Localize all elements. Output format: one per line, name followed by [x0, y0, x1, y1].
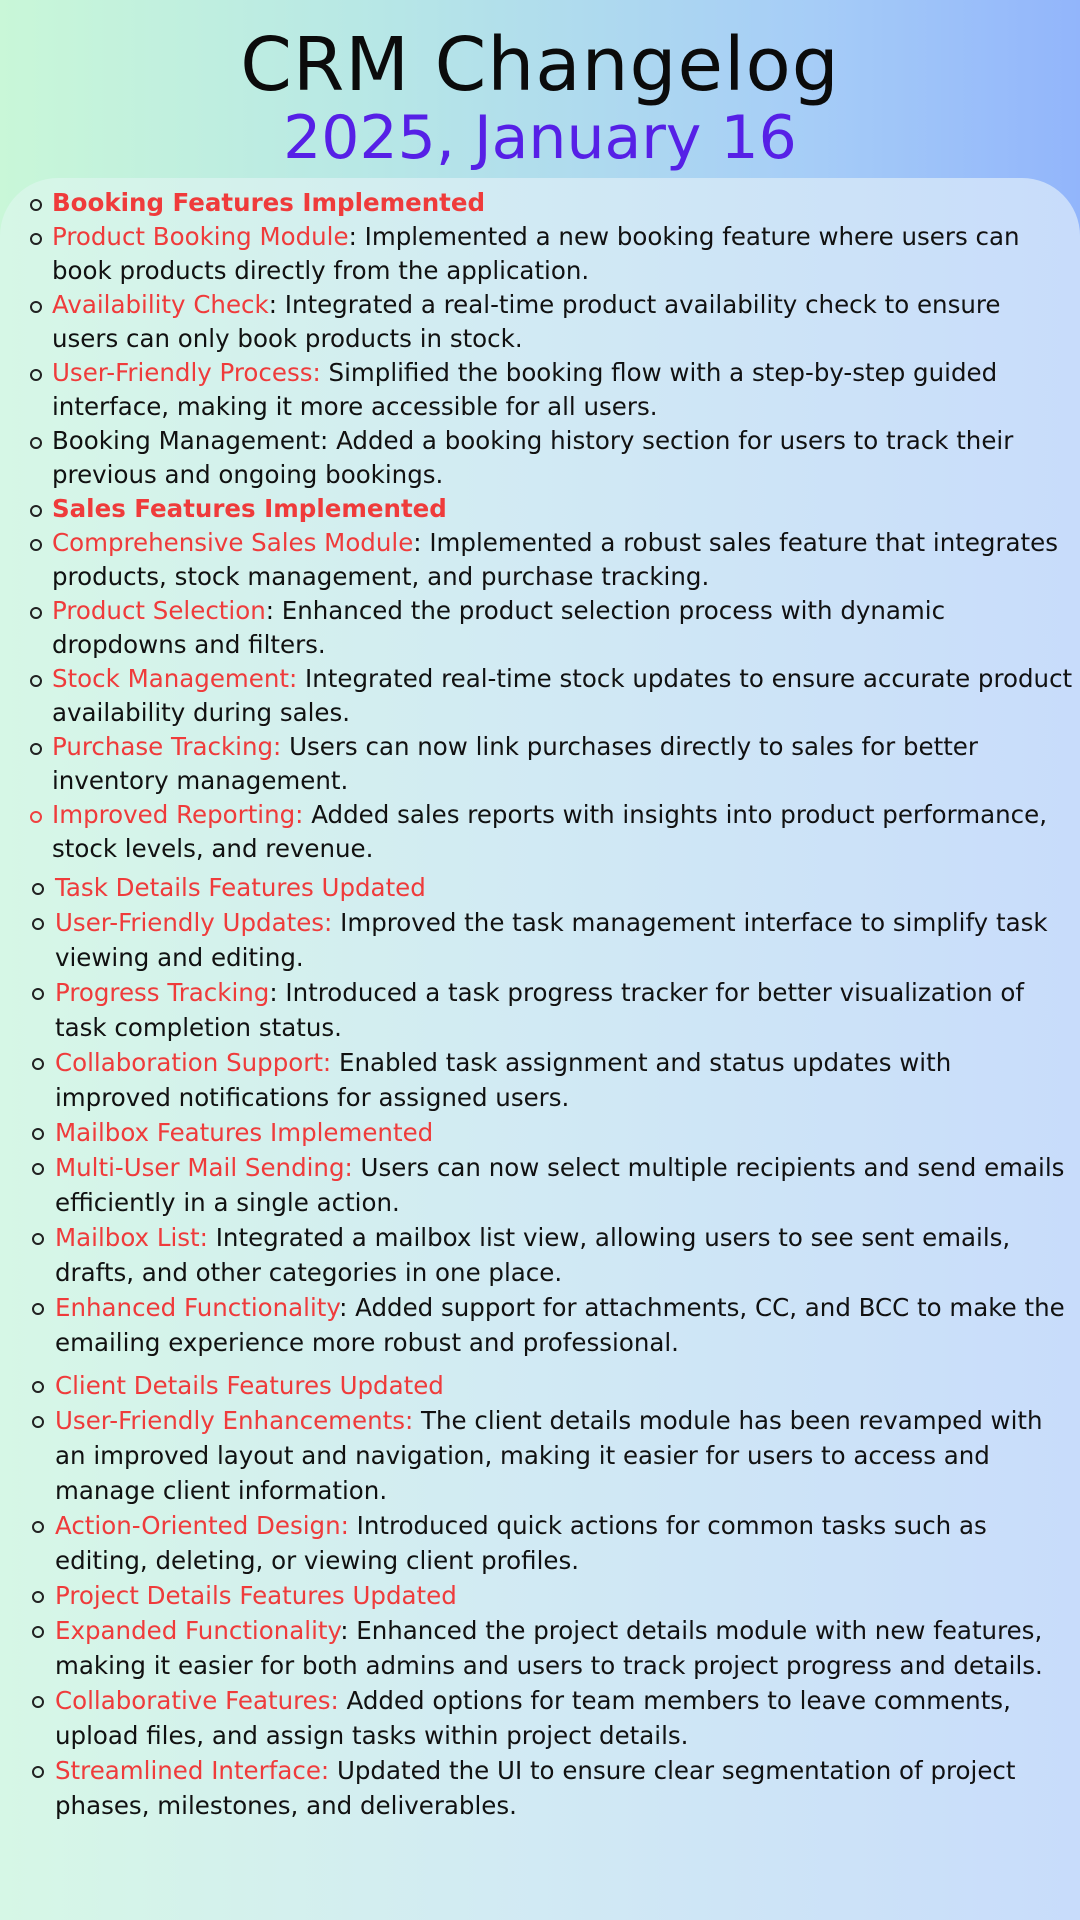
- list-item: Action-Oriented Design: Introduced quick actions for common tasks such as editing, deleting, or viewing client profiles.: [0, 1508, 1080, 1578]
- section-heading-tasks: Task Details Features Updated: [0, 870, 1080, 905]
- section-heading-project: Project Details Features Updated: [0, 1578, 1080, 1613]
- changelog-list-tasks-mailbox: [0, 870, 1080, 1360]
- release-date: 2025, January 16: [283, 103, 797, 173]
- list-item: Progress Tracking: Introduced a task progress tracker for better visualization of task completion status.: [0, 975, 1080, 1045]
- list-item: Mailbox List: Integrated a mailbox list view, allowing users to see sent emails, drafts, and other categories in one place.: [0, 1220, 1080, 1290]
- list-item: User-Friendly Enhancements: The client details module has been revamped with an improved layout and navigation, making it easier for users to access and manage client information.: [0, 1403, 1080, 1508]
- changelog-list-client-project: [0, 1368, 1080, 1823]
- list-item: Purchase Tracking: Users can now link purchases directly to sales for better inventory management.: [0, 730, 1080, 798]
- section-heading-sales: Sales Features Implemented: [0, 492, 1080, 526]
- list-item: Product Booking Module: Implemented a new booking feature where users can book products directly from the application.: [0, 220, 1080, 288]
- section-heading-mailbox: Mailbox Features Implemented: [0, 1115, 1080, 1150]
- list-item: Enhanced Functionality: Added support for attachments, CC, and BCC to make the emailing experience more robust and professional.: [0, 1290, 1080, 1360]
- changelog-card: [0, 178, 1080, 1920]
- list-item: Improved Reporting: Added sales reports with insights into product performance, stock levels, and revenue.: [0, 798, 1080, 866]
- list-item: Stock Management: Integrated real-time stock updates to ensure accurate product availability during sales.: [0, 662, 1080, 730]
- list-item: User-Friendly Process: Simplified the booking flow with a step-by-step guided interface, making it more accessible for all users.: [0, 356, 1080, 424]
- list-item: Product Selection: Enhanced the product selection process with dynamic dropdowns and filters.: [0, 594, 1080, 662]
- section-heading-client: Client Details Features Updated: [0, 1368, 1080, 1403]
- list-item: Booking Management: Added a booking history section for users to track their previous and ongoing bookings.: [0, 424, 1080, 492]
- section-heading-booking: Booking Features Implemented: [0, 186, 1080, 220]
- list-item: User-Friendly Updates: Improved the task management interface to simplify task viewing and editing.: [0, 905, 1080, 975]
- page-header: [0, 0, 1080, 173]
- list-item: Comprehensive Sales Module: Implemented a robust sales feature that integrates products, stock management, and purchase tracking.: [0, 526, 1080, 594]
- page-title: CRM Changelog: [240, 22, 840, 108]
- list-item: Multi-User Mail Sending: Users can now select multiple recipients and send emails efficiently in a single action.: [0, 1150, 1080, 1220]
- list-item: Collaboration Support: Enabled task assignment and status updates with improved notifications for assigned users.: [0, 1045, 1080, 1115]
- list-item: Collaborative Features: Added options for team members to leave comments, upload files, and assign tasks within project details.: [0, 1683, 1080, 1753]
- list-item: Availability Check: Integrated a real-time product availability check to ensure users can only book products in stock.: [0, 288, 1080, 356]
- changelog-list-booking-sales: [0, 186, 1080, 866]
- list-item: Expanded Functionality: Enhanced the project details module with new features, making it easier for both admins and users to track project progress and details.: [0, 1613, 1080, 1683]
- list-item: Streamlined Interface: Updated the UI to ensure clear segmentation of project phases, milestones, and deliverables.: [0, 1753, 1080, 1823]
